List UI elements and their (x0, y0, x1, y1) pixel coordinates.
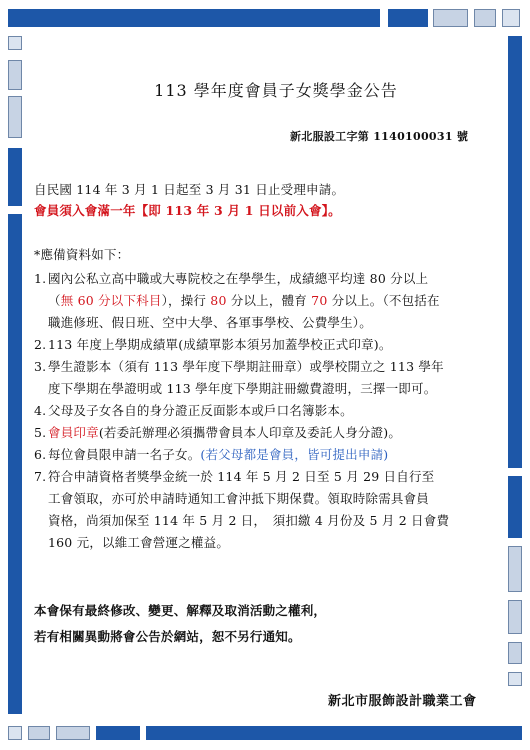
item-text: (若委託辦理必須攜帶會員本人印章及委託人身分證)。 (98, 425, 402, 440)
list-item (34, 268, 504, 334)
highlight-text: 70 (311, 293, 328, 308)
item-number: 6. (34, 447, 47, 462)
requirements-list (34, 268, 504, 554)
item-number: 2. (34, 337, 47, 352)
item-text: 資格，尚須加保至 114 年 5 月 2 日， 須扣繳 4 月份及 5 月 2 日會費 (48, 513, 450, 528)
top-frame-square (388, 9, 428, 27)
right-frame-bar (508, 36, 522, 468)
application-period: 自民國 114 年 3 月 1 日起至 3 月 31 日止受理申請。 (34, 182, 345, 197)
item-text: 國內公私立高中職或大專院校之在學學生，成績總平均達 80 分以上 (48, 271, 429, 286)
list-item (34, 356, 504, 400)
item-text: 每位會員限申請一名子女。 (48, 447, 201, 462)
list-item (34, 400, 504, 422)
bottom-frame-square (96, 726, 140, 740)
item-number: 4. (34, 403, 47, 418)
top-frame-bar (8, 9, 380, 27)
bottom-frame-square (56, 726, 90, 740)
highlight-text: 無 60 分以下科目 (60, 293, 162, 308)
item-text: 學生證影本（須有 113 學年度下學期註冊章）或學校開立之 113 學年 (48, 359, 444, 374)
item-number: 5. (34, 425, 47, 440)
membership-requirement: 會員須入會滿一年【即 113 年 3 月 1 日以前入會】。 (34, 203, 341, 218)
left-frame-square (8, 36, 22, 50)
item-text: ），操行 (161, 293, 211, 308)
right-frame-square (508, 672, 522, 686)
member-seal-label: 會員印章 (48, 425, 99, 440)
right-frame-square (508, 476, 522, 538)
item-text: （ (48, 293, 61, 308)
item-text: 工會領取，亦可於申請時通知工會沖抵下期保費。領取時除需具會員 (48, 491, 430, 506)
item-text: 分以上，體育 (226, 293, 312, 308)
item-number: 7. (34, 469, 47, 484)
left-frame-square (8, 96, 22, 138)
footer-line: 若有相關異動將會公告於網站，恕不另行通知。 (34, 629, 301, 644)
parents-note: (若父母都是會員，皆可提出申請) (200, 447, 389, 462)
item-text: 度下學期在學證明或 113 學年度下學期註冊繳費證明，三擇一即可。 (48, 381, 437, 396)
item-number: 1. (34, 271, 47, 286)
item-text: 職進修班、假日班、空中大學、各軍事學校、公費學生）。 (48, 315, 372, 330)
item-number: 3. (34, 359, 47, 374)
bottom-frame-square (28, 726, 50, 740)
right-frame-square (508, 642, 522, 664)
signer: 新北市服飾設計職業工會 (328, 694, 477, 709)
item-text: 分以上。（不包括在 (327, 293, 440, 308)
item-text: 父母及子女各自的身分證正反面影本或戶口名簿影本。 (48, 403, 353, 418)
highlight-text: 80 (210, 293, 227, 308)
bottom-frame-square (8, 726, 22, 740)
bottom-frame-bar (146, 726, 522, 740)
list-item (34, 444, 504, 466)
materials-heading: *應備資料如下： (34, 247, 130, 262)
footer-line: 本會保有最終修改、變更、解釋及取消活動之權利， (34, 603, 327, 618)
right-frame-square (508, 600, 522, 634)
item-text: 160 元，以維工會營運之權益。 (48, 535, 230, 550)
item-text: 113 年度上學期成績單(成績單影本須另加蓋學校正式印章)。 (48, 337, 392, 352)
right-frame-square (508, 546, 522, 592)
list-item (34, 466, 504, 554)
left-frame-bar (8, 214, 22, 714)
top-frame-square (474, 9, 496, 27)
document-number: 新北服設工字第 1140100031 號 (290, 130, 469, 143)
page-title: 113 學年度會員子女獎學金公告 (154, 81, 398, 100)
list-item (34, 422, 504, 444)
footer-notice (34, 598, 326, 650)
left-frame-square (8, 60, 22, 90)
left-frame-square (8, 148, 22, 206)
top-frame-square (502, 9, 520, 27)
item-text: 符合申請資格者獎學金統一於 114 年 5 月 2 日至 5 月 29 日自行至 (48, 469, 435, 484)
list-item (34, 334, 504, 356)
top-frame-square (433, 9, 468, 27)
